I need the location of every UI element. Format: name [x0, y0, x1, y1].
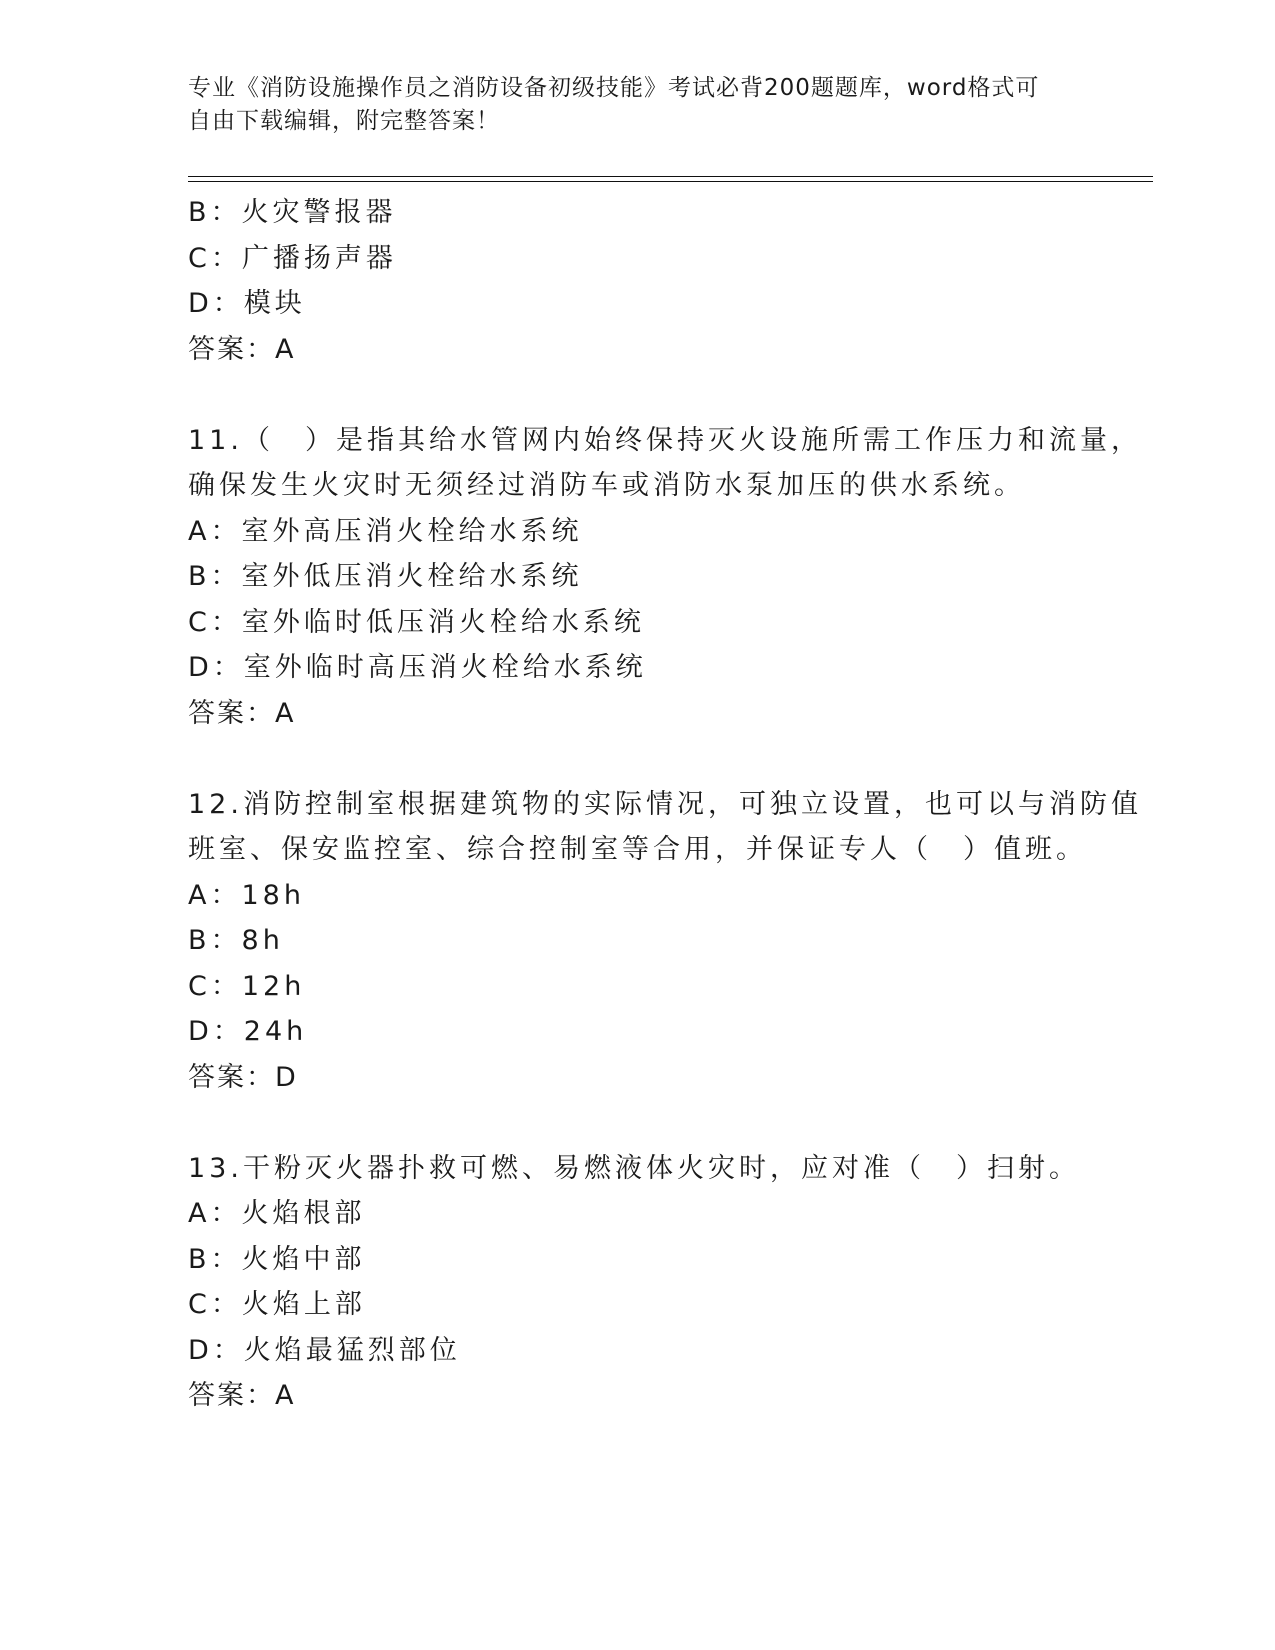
header-divider-bottom: [188, 181, 1153, 182]
question-13: [188, 1146, 1108, 1420]
question-stem-line: 确保发生火灾时无须经过消防车或消防水泵加压的供水系统。: [188, 470, 1025, 501]
option-d: D：模块: [188, 288, 306, 319]
question-stem-line: 13.干粉灭火器扑救可燃、易燃液体火灾时，应对准（ ）扫射。: [188, 1152, 1080, 1184]
option-a: A：18h: [188, 879, 305, 911]
option-c: C：广播扬声器: [188, 242, 397, 274]
option-b: B：火焰中部: [188, 1243, 366, 1275]
question-stem-line: 班室、保安监控室、综合控制室等合用，并保证专人（ ）值班。: [188, 834, 1087, 865]
question-12: [188, 782, 1142, 1101]
option-b: B：8h: [188, 925, 284, 956]
header-divider-top: [188, 176, 1153, 177]
option-a: A：火焰根部: [188, 1198, 366, 1229]
option-d: D：火焰最猛烈部位: [188, 1334, 461, 1366]
option-c: C：室外临时低压消火栓给水系统: [188, 606, 645, 638]
answer-line: 答案：A: [188, 1380, 296, 1411]
option-c: C：火焰上部: [188, 1289, 366, 1320]
option-c: C：12h: [188, 970, 306, 1002]
answer-line: 答案：D: [188, 1061, 298, 1093]
option-a: A：室外高压消火栓给水系统: [188, 515, 583, 547]
question-stem-line: 12.消防控制室根据建筑物的实际情况，可独立设置，也可以与消防值: [188, 788, 1142, 820]
question-stem-line: 11.（ ）是指其给水管网内始终保持灭火设施所需工作压力和流量，: [188, 424, 1142, 456]
option-b: B：室外低压消火栓给水系统: [188, 561, 583, 592]
answer-line: 答案：A: [188, 697, 296, 729]
answer-line: 答案：A: [188, 333, 296, 365]
question-11: [188, 418, 1142, 737]
option-b: B：火灾警报器: [188, 197, 397, 228]
header-line-2: 自由下载编辑，附完整答案！: [188, 108, 500, 134]
question-list: [188, 190, 1142, 1419]
header-line-1: 专业《消防设施操作员之消防设备初级技能》考试必背200题题库，word格式可: [188, 75, 1040, 101]
option-d: D：室外临时高压消火栓给水系统: [188, 652, 647, 683]
option-d: D：24h: [188, 1016, 308, 1047]
document-header: [188, 72, 1068, 138]
question-10-continuation: [188, 190, 1108, 373]
